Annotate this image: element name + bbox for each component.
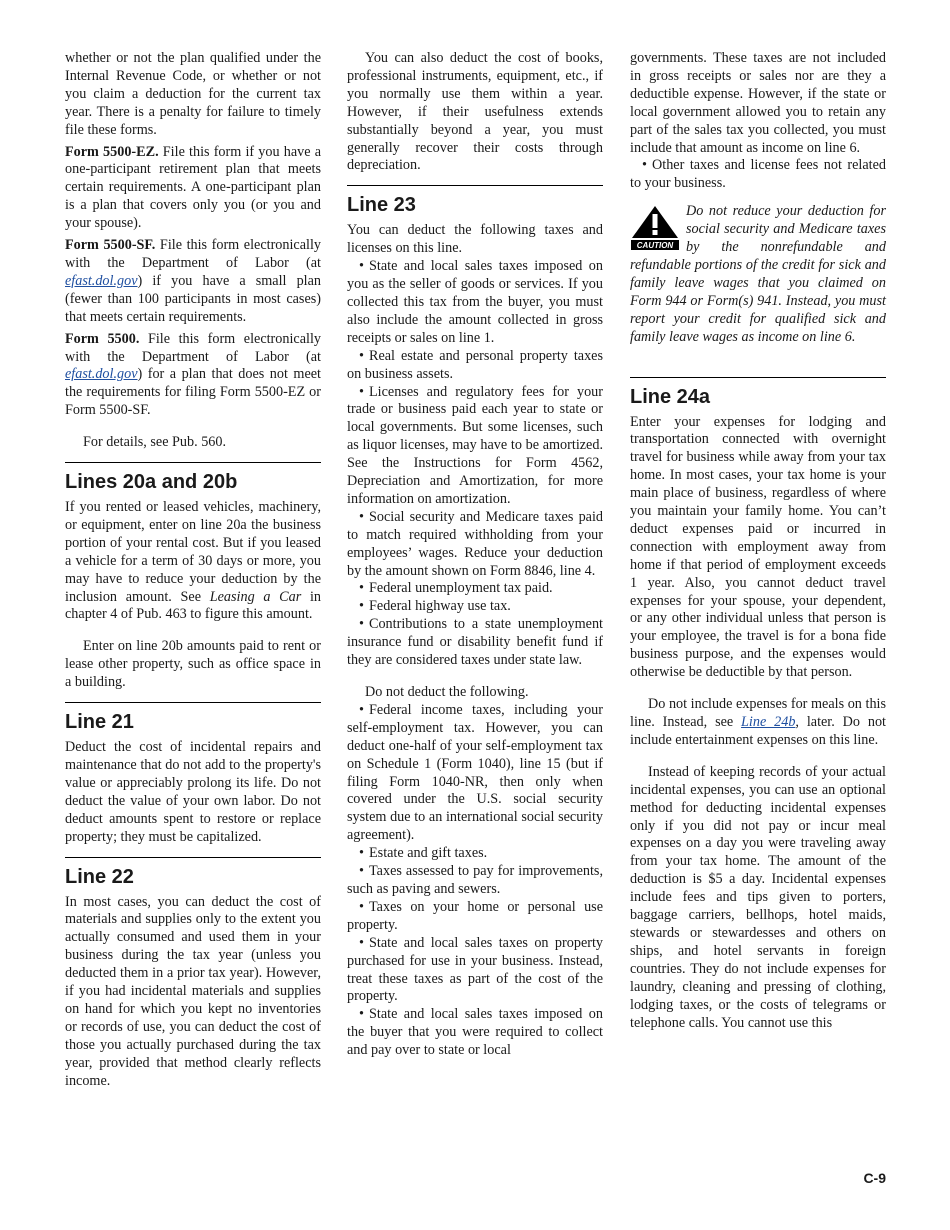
form-5500-text: File this form electronically with the Department of Labor (at xyxy=(65,330,321,365)
paragraph: You can also deduct the cost of books, professional instruments, equipment, etc., if you normally use them within a year. However, if their usefulness extends substantially beyond a year, you must generally recover their costs through depreciation. xyxy=(347,50,603,174)
section-heading xyxy=(630,377,886,410)
paragraph: whether or not the plan qualified under the Internal Revenue Code, or whether or not you claim a deduction for the current tax year. There is a penalty for failure to timely file these forms. xyxy=(65,50,321,138)
caution-icon xyxy=(630,205,680,251)
line20-text: If you rented or leased vehicles, machinery, or equipment, enter on line 20a the business portion of your rental cost. But if you leased a vehicle for a term of 30 days or more, you may have to reduce your deduction by the inclusion amount. See xyxy=(65,499,321,605)
section-heading xyxy=(65,857,321,890)
list-item: • Contributions to a state unemployment insurance fund or disability benefit fund if they are considered taxes under state law. xyxy=(347,616,603,670)
form-5500sf-term: Form 5500-SF. xyxy=(65,237,156,254)
paragraph: In most cases, you can deduct the cost of materials and supplies only to the extent you actually consumed and used them in your business during the tax year (unless you deducted them in a prior tax year). However, if you had incidental materials and supplies on hand for which you kept no inventories or records of use, you can deduct the cost of those you actually purchased during the tax year, provided that method clearly reflects income. xyxy=(65,893,321,1089)
list-item: • Real estate and personal property taxes on business assets. xyxy=(347,348,603,384)
form-5500sf-text: File this form electronically with the Department of Labor (at xyxy=(65,237,321,271)
paragraph xyxy=(630,696,886,750)
list-item: • State and local sales taxes on property purchased for use in your business. Instead, treat these taxes as part of the cost of the property. xyxy=(347,935,603,1007)
efast-link[interactable]: efast.dol.gov xyxy=(65,272,138,289)
line-24b-link[interactable]: Line 24b xyxy=(741,714,796,730)
line20-text-end: in chapter 4 of Pub. 463 to figure this amount. xyxy=(65,588,321,623)
caution-text: Do not reduce your deduction for social security and Medicare taxes by the nonrefundable and refundable portions of the credit for sick and family leave wages that you claimed on Form 944 or Form(s) 941. Instead, you must report your credit for qualified sick and family leave wages as income on line 6. xyxy=(630,203,886,345)
section-heading xyxy=(65,702,321,735)
paragraph xyxy=(65,499,321,624)
list-item: • State and local sales taxes imposed on you as the seller of goods or services. If you collected this tax from the buyer, you must also include the amount collected in gross receipts or sales on line 1. xyxy=(347,258,603,348)
paragraph: Enter on line 20b amounts paid to rent or lease other property, such as office space in a building. xyxy=(65,638,321,691)
line24-text: Do not include expenses for meals on this line. Instead, see xyxy=(630,696,886,730)
form-5500-term: Form 5500. xyxy=(65,330,140,347)
heading-line-24a: Line 24a xyxy=(630,385,711,408)
paragraph: Deduct the cost of incidental repairs and maintenance that do not add to the property's value or appreciably prolong its life. Do not deduct the value of your own labor. Do not deduct amounts spent to restore or replace property; they must be capitalized. xyxy=(65,739,321,845)
caution-note xyxy=(630,203,886,346)
section-heading xyxy=(65,462,321,495)
heading-line-21: Line 21 xyxy=(65,711,134,734)
form-5500ez-text: File this form if you have a one-participant retirement plan that meets certain requirements. A one-participant plan is a plan that covers only you (or you and your spouse). xyxy=(65,143,321,232)
section-heading xyxy=(347,185,603,218)
form-5500-text-end: ) for a plan that does not meet the requirements for filing Form 5500-EZ or Form 5500-SF. xyxy=(65,366,321,419)
list-item: • Licenses and regulatory fees for your trade or business paid each year to state or local governments. But some licenses, such as liquor licenses, may have to be amortized. See the Instructions for Form 4562, Depreciation and Amortization, for more information on amortization. xyxy=(347,384,603,509)
list-item: • Other taxes and license fees not related to your business. xyxy=(630,157,886,193)
leasing-a-car-ref: Leasing a Car xyxy=(209,588,302,605)
column-1 xyxy=(65,50,321,1091)
line24-text-end: , later. Do not include entertainment expenses on this line. xyxy=(630,714,886,748)
paragraph: governments. These taxes are not included in gross receipts or sales nor are they a deductible expense. However, if the state or local government allowed you to retain any part of the sales tax you collected, you must include that amount as income on line 6. xyxy=(630,50,886,156)
caution-label: CAUTION xyxy=(636,241,674,251)
paragraph: Do not deduct the following. xyxy=(365,684,529,700)
form-5500-paragraph xyxy=(65,331,321,421)
form-5500ez-paragraph xyxy=(65,144,321,234)
list-item: • Estate and gift taxes. xyxy=(347,845,603,863)
heading-line-22: Line 22 xyxy=(65,865,134,888)
list-item: • Federal income taxes, including your self-employment tax. However, you can deduct one-half of your self-employment tax on Schedule 1 (Form 1040), line 15 (but if filing Form 1040-NR, then only when covered under the U.S. social security system due to an international social security agreement). xyxy=(347,702,603,845)
list-item: • Taxes on your home or personal use property. xyxy=(347,899,603,935)
form-5500ez-term: Form 5500-EZ. xyxy=(65,143,159,160)
efast-link[interactable]: efast.dol.gov xyxy=(65,366,138,383)
list-item: • Federal highway use tax. xyxy=(347,598,603,616)
paragraph: Enter your expenses for lodging and transportation connected with overnight travel for business while away from your tax home. In most cases, your tax home is your main place of business, regardless of where you maintain your family home. You can’t deduct expenses paid or incurred in connection with employment away from home if that period of employment exceeds 1 year. Also, you cannot deduct travel expenses for your spouse, your dependent, or any other individual unless that person is your employee, the travel is for a bona fide business purpose, and the expenses would otherwise be deductible by that person. xyxy=(630,413,886,681)
list-item: • Social security and Medicare taxes paid to match required withholding from your employees’ wages. Reduce your deduction by the amount shown on Form 8846, line 4. xyxy=(347,509,603,581)
page-number: C-9 xyxy=(863,1170,886,1186)
list-item: • Taxes assessed to pay for improvements, such as paving and sewers. xyxy=(347,863,603,899)
heading-line-23: Line 23 xyxy=(347,194,416,217)
paragraph: You can deduct the following taxes and licenses on this line. xyxy=(347,222,603,257)
details-paragraph: For details, see Pub. 560. xyxy=(83,434,227,451)
heading-lines-20a-20b: Lines 20a and 20b xyxy=(65,471,238,494)
paragraph: Instead of keeping records of your actual incidental expenses, you can use an optional method for deducting incidental expenses only if you did not pay or incur meal expenses on a day you were traveling away from your tax home. The amount of the deduction is $5 a day. Incidental expenses include fees and tips given to porters, baggage carriers, bellhops, hotel maids, stewards or stewardesses and others on ships, and hotel servants in foreign countries. They do not include expenses for laundry, cleaning and pressing of clothing, lodging taxes, or the costs of telegrams or telephone calls. You cannot use this xyxy=(630,763,886,1031)
list-item: • State and local sales taxes imposed on the buyer that you were required to collect and pay over to state or local xyxy=(347,1006,603,1060)
form-5500sf-text-end: ) if you have a small plan (fewer than 100 participants in most cases) that meets certain requirements. xyxy=(65,272,321,325)
list-item: • Federal unemployment tax paid. xyxy=(347,580,603,598)
column-2 xyxy=(347,50,603,1060)
form-5500sf-paragraph xyxy=(65,237,321,327)
column-3 xyxy=(630,50,886,1032)
